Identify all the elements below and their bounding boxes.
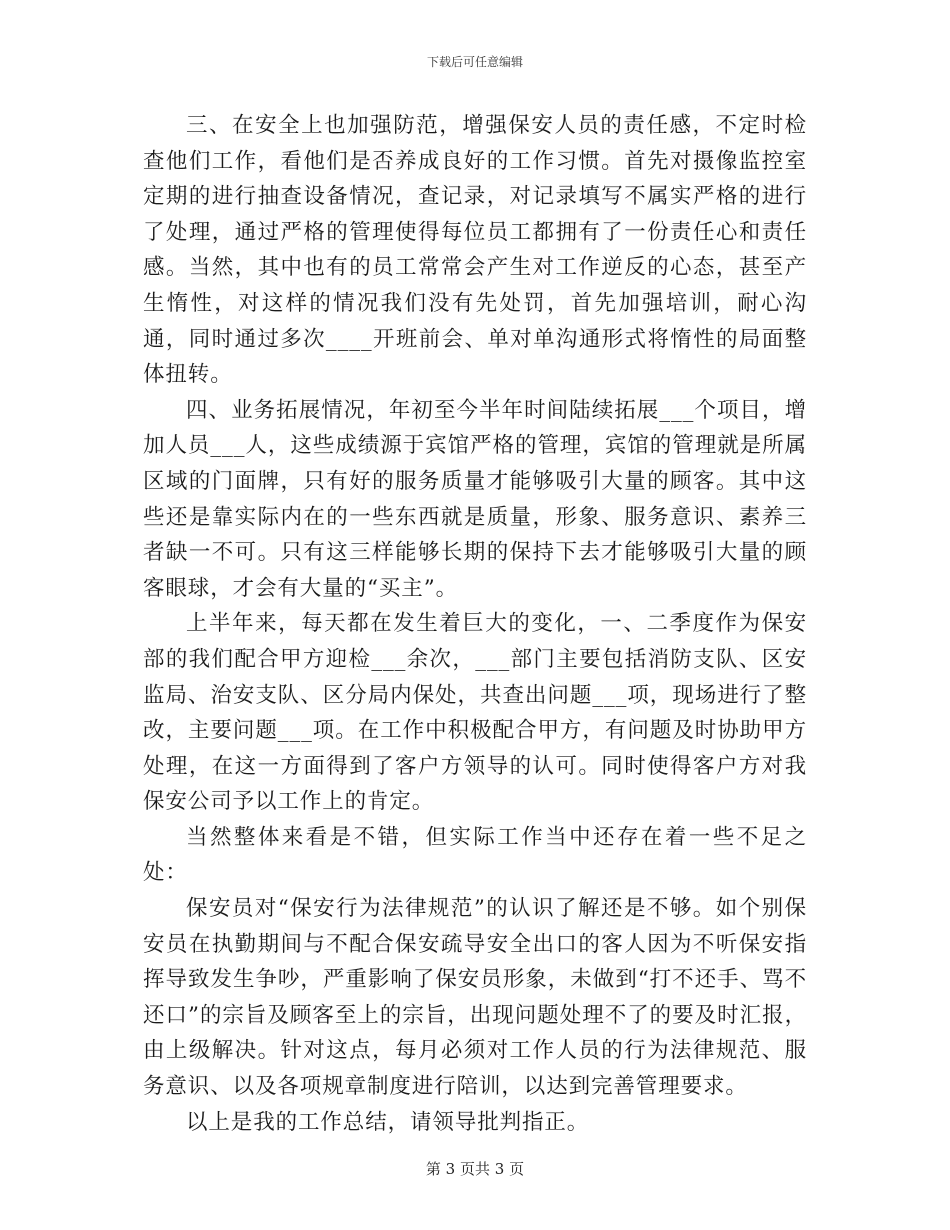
page-number-footer: 第 3 页共 3 页 — [425, 1160, 525, 1178]
paragraph-shortcomings-detail: 保安员对“保安行为法律规范”的认识了解还是不够。如个别保安员在执勤期间与不配合保安疏导安全出口的客人因为不听保安指挥导致发生争吵，严重影响了保安员形象，未做到“打不还手、骂不还口”的宗旨及顾客至上的宗旨，出现问题处理不了的要及时汇报，由上级解决。针对这点，每月必须对工作人员的行为法律规范、服务意识、以及各项规章制度进行陪训，以达到完善管理要求。 — [143, 896, 807, 1100]
page-header: 下载后可任意编辑 — [426, 55, 523, 69]
paragraph-business-expansion: 四、业务拓展情况，年初至今半年时间陆续拓展___个项目，增加人员___人，这些成绩源于宾馆严格的管理，宾馆的管理就是所属区域的门面牌，只有好的服务质量才能够吸引大量的顾客。其中这些还是靠实际内在的一些东西就是质量，形象、服务意识、素养三者缺一不可。只有这三样能够长期的保持下去才能够吸引大量的顾客眼球，才会有大量的“买主”。 — [143, 397, 807, 601]
paragraph-half-year: 上半年来，每天都在发生着巨大的变化，一、二季度作为保安部的我们配合甲方迎检___余次，___部门主要包括消防支队、区安监局、治安支队、区分局内保处，共查出问题___项，现场进行了整改，主要问题___项。在工作中积极配合甲方，有问题及时协助甲方处理，在这一方面得到了客户方领导的认可。同时使得客户方对我保安公司予以工作上的肯定。 — [143, 611, 807, 815]
document-body — [143, 108, 807, 1140]
paragraph-conclusion: 以上是我的工作总结，请领导批判指正。 — [186, 1109, 590, 1135]
paragraph-shortcomings-intro: 当然整体来看是不错，但实际工作当中还存在着一些不足之处： — [143, 824, 807, 886]
paragraph-security: 三、在安全上也加强防范，增强保安人员的责任感，不定时检查他们工作，看他们是否养成良好的工作习惯。首先对摄像监控室定期的进行抽查设备情况，查记录，对记录填写不属实严格的进行了处理，通过严格的管理使得每位员工都拥有了一份责任心和责任感。当然，其中也有的员工常常会产生对工作逆反的心态，甚至产生惰性，对这样的情况我们没有先处罚，首先加强培训，耐心沟通，同时通过多次____开班前会、单对单沟通形式将惰性的局面整体扭转。 — [143, 113, 807, 388]
